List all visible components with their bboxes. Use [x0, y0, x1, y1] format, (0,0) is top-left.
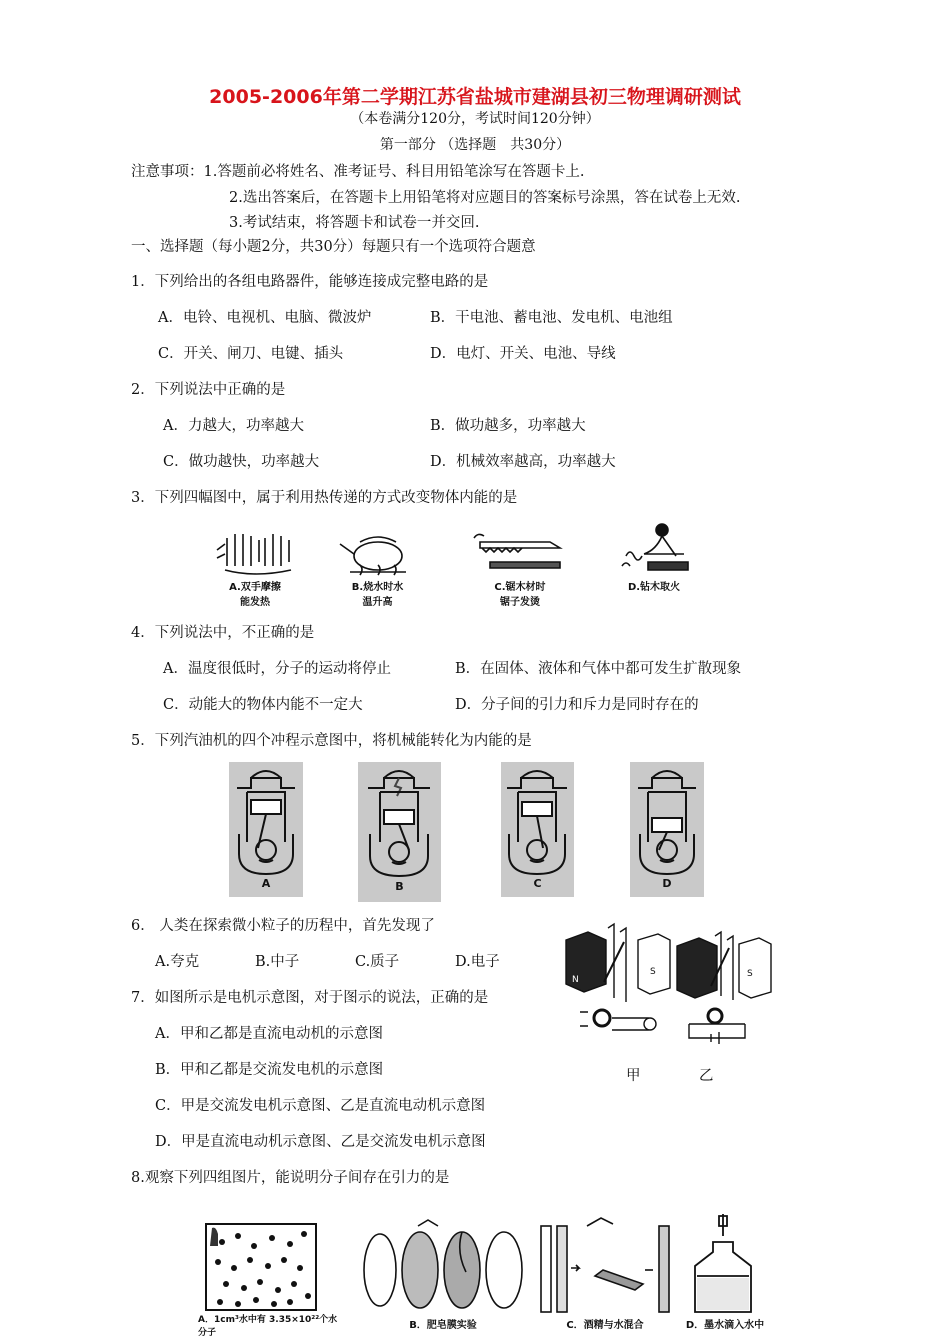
q2-option-d: D．机械效率越高，功率越大	[430, 454, 616, 470]
motor-label-jia: 甲	[626, 1068, 641, 1084]
q6-stem: 6． 人类在探索微小粒子的历程中，首先发现了	[131, 918, 435, 934]
q3-caption-a-line2: 能发热	[240, 597, 270, 608]
q7-option-d: D．甲是直流电动机示意图、乙是交流发电机示意图	[155, 1134, 486, 1150]
magnet-s-jia: S	[650, 967, 656, 977]
magnet-s-yi: S	[747, 969, 753, 979]
q1-option-b: B．干电池、蓄电池、发电机、电池组	[430, 310, 673, 326]
q4-option-c: C．动能大的物体内能不一定大	[163, 697, 363, 713]
engine-label-b: B	[395, 880, 404, 893]
q4-option-d: D．分子间的引力和斥力是同时存在的	[455, 697, 699, 713]
q8-caption-d: D．墨水滴入水中	[685, 1320, 765, 1331]
engine-figure-d	[630, 762, 704, 897]
section-heading: 一、选择题（每小题2分，共30分）每题只有一个选项符合题意	[131, 239, 536, 255]
engine-label-c: C	[533, 877, 542, 890]
q3-caption-c-line2: 锯子发烫	[500, 597, 540, 608]
q6-option-d: D.电子	[455, 954, 500, 970]
q2-stem: 2．下列说法中正确的是	[131, 382, 286, 398]
q6-option-c: C.质子	[355, 954, 400, 970]
q3-figure-c	[470, 528, 570, 613]
q3-figure-b	[330, 528, 425, 613]
magnet-n-jia: N	[572, 975, 579, 985]
q4-option-a: A．温度很低时，分子的运动将停止	[163, 661, 391, 677]
part-heading: 第一部分 （选择题 共30分）	[379, 137, 571, 153]
q8-figure-d	[675, 1212, 775, 1340]
q7-option-b: B．甲和乙都是交流发电机的示意图	[155, 1062, 384, 1078]
q6-option-b: B.中子	[255, 954, 300, 970]
exam-title: 2005-2006年第二学期江苏省盐城市建湖县初三物理调研测试	[209, 86, 741, 108]
q7-stem: 7．如图所示是电机示意图，对于图示的说法，正确的是	[131, 990, 489, 1006]
q4-stem: 4．下列说法中，不正确的是	[131, 625, 315, 641]
q3-caption-b-line1: B.烧水时水	[351, 582, 404, 593]
engine-figure-a	[229, 762, 303, 897]
q3-caption-d-line1: D.钻木取火	[627, 582, 681, 593]
q1-option-d: D．电灯、开关、电池、导线	[430, 346, 616, 362]
engine-label-d: D	[662, 877, 672, 890]
q2-option-c: C．做功越快，功率越大	[163, 454, 320, 470]
q6-option-a: A.夸克	[155, 954, 200, 970]
q1-stem: 1．下列给出的各组电路器件，能够连接成完整电路的是	[131, 274, 489, 290]
q4-option-b: B．在固体、液体和气体中都可发生扩散现象	[455, 661, 742, 677]
engine-figure-c	[501, 762, 574, 897]
motor-figure-jia	[558, 922, 673, 1052]
note-2: 2.选出答案后，在答题卡上用铅笔将对应题目的答案标号涂黑，答在试卷上无效.	[229, 190, 741, 206]
q3-caption-a-line1: A.双手摩擦	[229, 582, 281, 593]
q8-caption-c: C．酒精与水混合	[566, 1320, 644, 1331]
note-1: 注意事项：1.答题前必将姓名、准考证号、科目用铅笔涂写在答题卡上.	[131, 164, 585, 180]
q7-option-a: A．甲和乙都是直流电动机的示意图	[155, 1026, 383, 1042]
engine-label-a: A	[261, 877, 271, 890]
q2-option-b: B．做功越多，功率越大	[430, 418, 586, 434]
q3-figure-d	[612, 522, 696, 607]
q3-caption-b-line2: 温升高	[362, 597, 393, 608]
q7-option-c: C．甲是交流发电机示意图、乙是直流电动机示意图	[155, 1098, 486, 1114]
note-3: 3.考试结束，将答题卡和试卷一并交回.	[229, 215, 480, 231]
q1-option-c: C．开关、闸刀、电键、插头	[158, 346, 344, 362]
q8-figure-b	[358, 1218, 528, 1340]
q2-option-a: A．力越大，功率越大	[163, 418, 304, 434]
q3-caption-c-line1: C.锯木材时	[494, 582, 546, 593]
motor-label-yi: 乙	[699, 1068, 714, 1084]
q8-caption-a: A．1cm³水中有 3.35×10²²个水分子	[198, 1315, 338, 1338]
q3-stem: 3．下列四幅图中，属于利用热传递的方式改变物体内能的是	[131, 490, 518, 506]
q8-figure-a	[198, 1218, 346, 1340]
q8-figure-c	[535, 1212, 675, 1340]
exam-subtitle: （本卷满分120分，考试时间120分钟）	[350, 111, 600, 127]
q3-figure-a	[205, 530, 305, 615]
motor-figure-yi	[675, 930, 775, 1052]
q8-caption-b: B．肥皂膜实验	[409, 1320, 477, 1331]
q1-option-a: A．电铃、电视机、电脑、微波炉	[158, 310, 372, 326]
engine-figure-b	[358, 762, 441, 902]
q8-stem: 8.观察下列四组图片，能说明分子间存在引力的是	[131, 1170, 450, 1186]
q5-stem: 5．下列汽油机的四个冲程示意图中，将机械能转化为内能的是	[131, 733, 532, 749]
